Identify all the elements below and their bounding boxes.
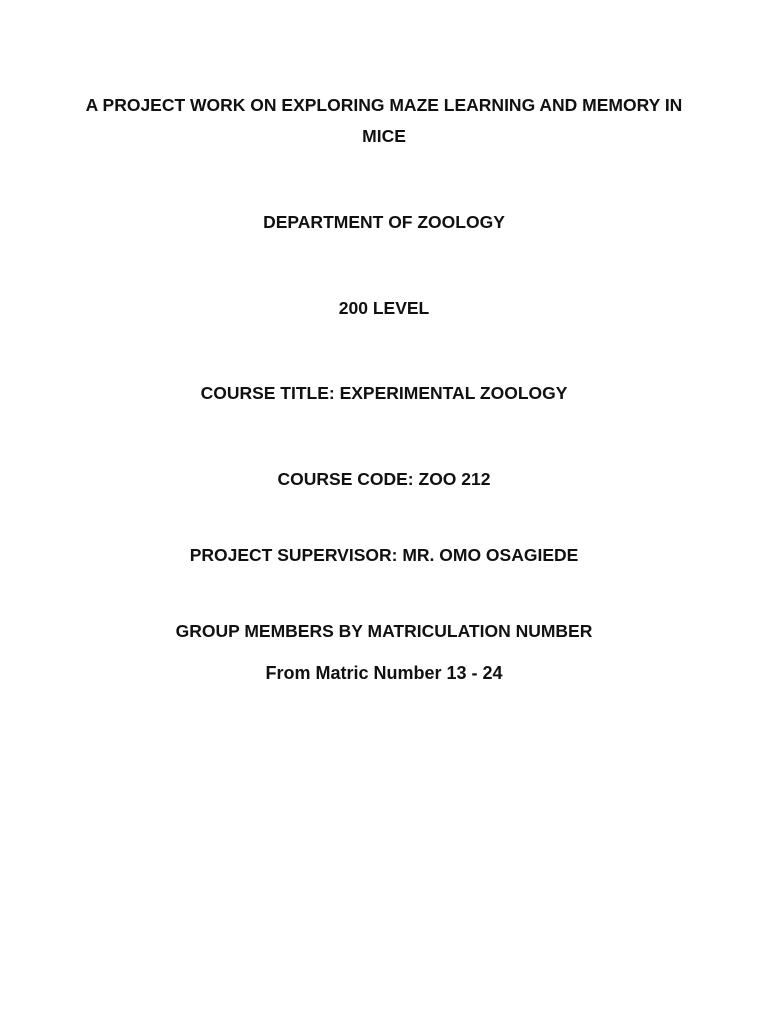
- level: 200 LEVEL: [338, 298, 430, 318]
- course-title: COURSE TITLE: EXPERIMENTAL ZOOLOGY: [200, 383, 568, 403]
- department: DEPARTMENT OF ZOOLOGY: [263, 212, 505, 232]
- matric-number-range: From Matric Number 13 - 24: [265, 663, 503, 683]
- project-title: A PROJECT WORK ON EXPLORING MAZE LEARNING AND MEMORY IN MICE: [85, 95, 683, 146]
- project-supervisor: PROJECT SUPERVISOR: MR. OMO OSAGIEDE: [189, 545, 579, 565]
- group-members-heading: GROUP MEMBERS BY MATRICULATION NUMBER: [175, 621, 593, 641]
- course-code: COURSE CODE: ZOO 212: [277, 469, 491, 489]
